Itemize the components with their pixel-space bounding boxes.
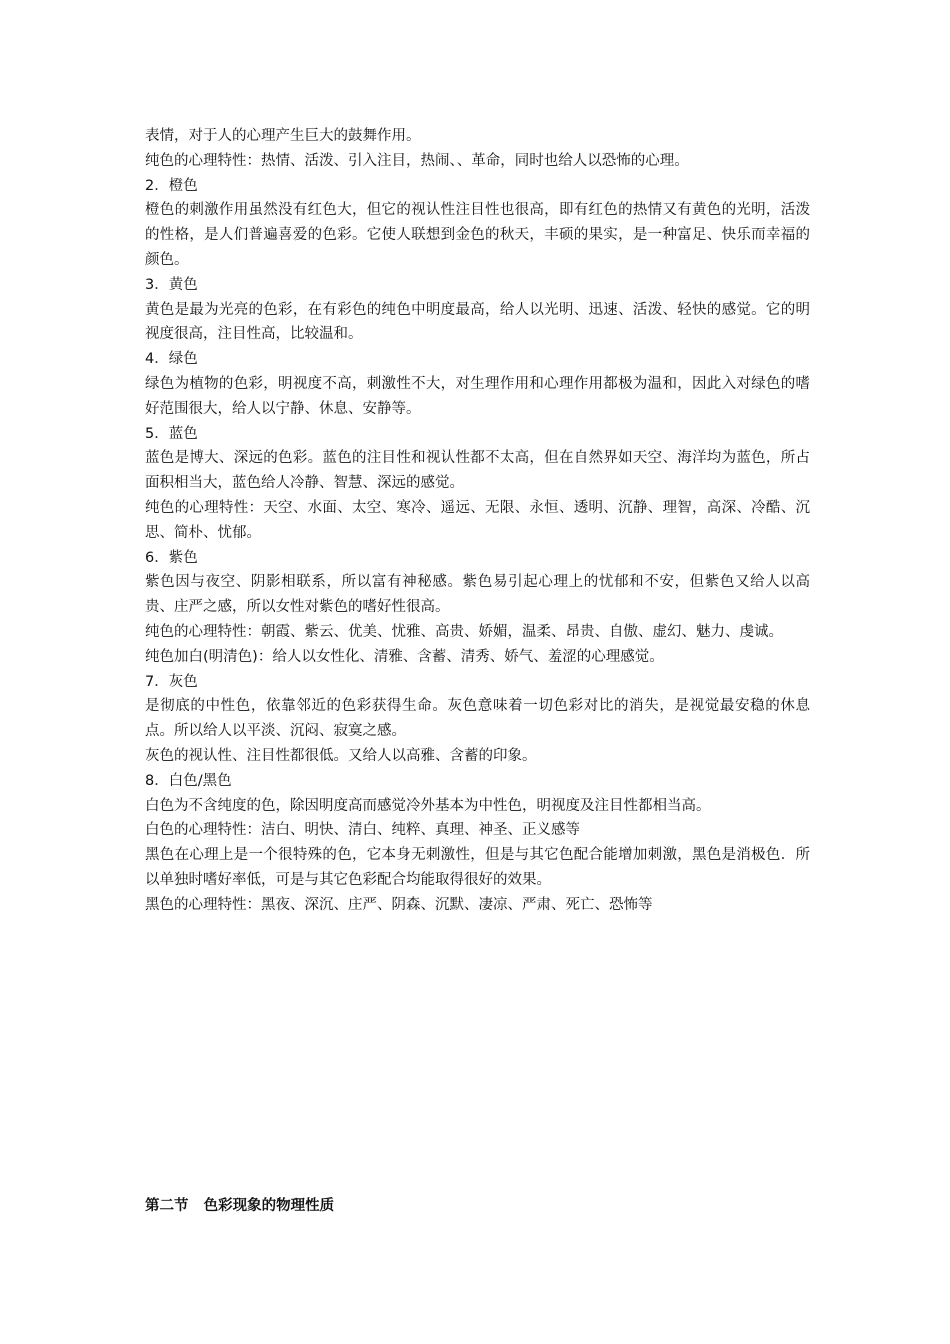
paragraph-orange: 橙色的刺激作用虽然没有红色大，但它的视认性注目性也很高，即有红色的热情又有黄色的光明，活泼的性格，是人们普遍喜爱的色彩。它使人联想到金色的秋天，丰硕的果实，是一种富足、快乐而幸福的颜色。 (145, 202, 810, 268)
paragraph-red-psychology: 纯色的心理特性：热情、活泼、引入注目，热闹、、革命，同时也给人以恐怖的心理。 (145, 152, 689, 169)
paragraph-green: 绿色为植物的色彩，明视度不高，刺激性不大，对生理作用和心理作用都极为温和，因此入对绿色的嗜好范围很大，给人以宁静、休息、安静等。 (145, 375, 810, 417)
paragraph-continuation: 表情，对于人的心理产生巨大的鼓舞作用。 (145, 128, 421, 144)
heading-orange: 2．橙色 (145, 177, 198, 194)
paragraph-black-psychology: 黑色的心理特性：黑夜、深沉、庄严、阴森、沉默、凄凉、严肃、死亡、恐怖等 (145, 896, 653, 913)
heading-gray: 7．灰色 (145, 673, 198, 690)
paragraph-yellow: 黄色是最为光亮的色彩，在有彩色的纯色中明度最高，给人以光明、迅速、活泼、轻快的感觉。它的明视度很高，注目性高，比较温和。 (145, 301, 810, 343)
heading-purple: 6．紫色 (145, 549, 198, 566)
paragraph-black: 黑色在心理上是一个很特殊的色，它本身无刺激性，但是与其它色配合能增加刺激，黑色是消极色．所以单独时嗜好率低，可是与其它色彩配合均能取得很好的效果。 (145, 847, 810, 888)
paragraph-white: 白色为不含纯度的色，除因明度高而感觉冷外基本为中性色，明视度及注目性都相当高。 (145, 797, 711, 814)
paragraph-gray: 是彻底的中性色，依靠邻近的色彩获得生命。灰色意味着一切色彩对比的消失，是视觉最安稳的休息点。所以给人以平淡、沉闷、寂寞之感。 (145, 698, 810, 740)
paragraph-gray-visibility: 灰色的视认性、注目性都很低。又给人以高雅、含蓄的印象。 (145, 747, 537, 764)
paragraph-blue-psychology: 纯色的心理特性：天空、水面、太空、寒冷、遥远、无限、永恒、透明、沉静、理智，高深、冷酷、沉思、简朴、忧郁。 (145, 499, 810, 541)
paragraph-blue: 蓝色是博大、深远的色彩。蓝色的注目性和视认性都不太高，但在自然界如天空、海洋均为蓝色，所占面积相当大，蓝色给人冷静、智慧、深远的感觉。 (145, 450, 810, 492)
heading-blue: 5．蓝色 (145, 425, 198, 442)
paragraph-purple-psychology: 纯色的心理特性：朝霞、紫云、优美、忧雅、高贵、娇媚，温柔、昂贵、自傲、虚幻、魅力、虔诚。 (145, 623, 783, 640)
heading-white-black: 8．白色/黑色 (145, 772, 232, 789)
paragraph-purple-tint: 纯色加白(明清色)：给人以女性化、清雅、含蓄、清秀、娇气、羞涩的心理感觉。 (145, 648, 664, 665)
heading-green: 4．绿色 (145, 351, 198, 368)
paragraph-purple: 紫色因与夜空、阴影相联系，所以富有神秘感。紫色易引起心理上的忧郁和不安，但紫色又给人以高贵、庄严之感，所以女性对紫色的嗜好性很高。 (145, 574, 810, 616)
heading-yellow: 3．黄色 (145, 276, 198, 293)
document-body (145, 124, 810, 918)
section-heading: 第二节 色彩现象的物理性质 (145, 1198, 335, 1214)
paragraph-white-psychology: 白色的心理特性：洁白、明快、清白、纯粹、真理、神圣、正义感等 (145, 822, 580, 839)
